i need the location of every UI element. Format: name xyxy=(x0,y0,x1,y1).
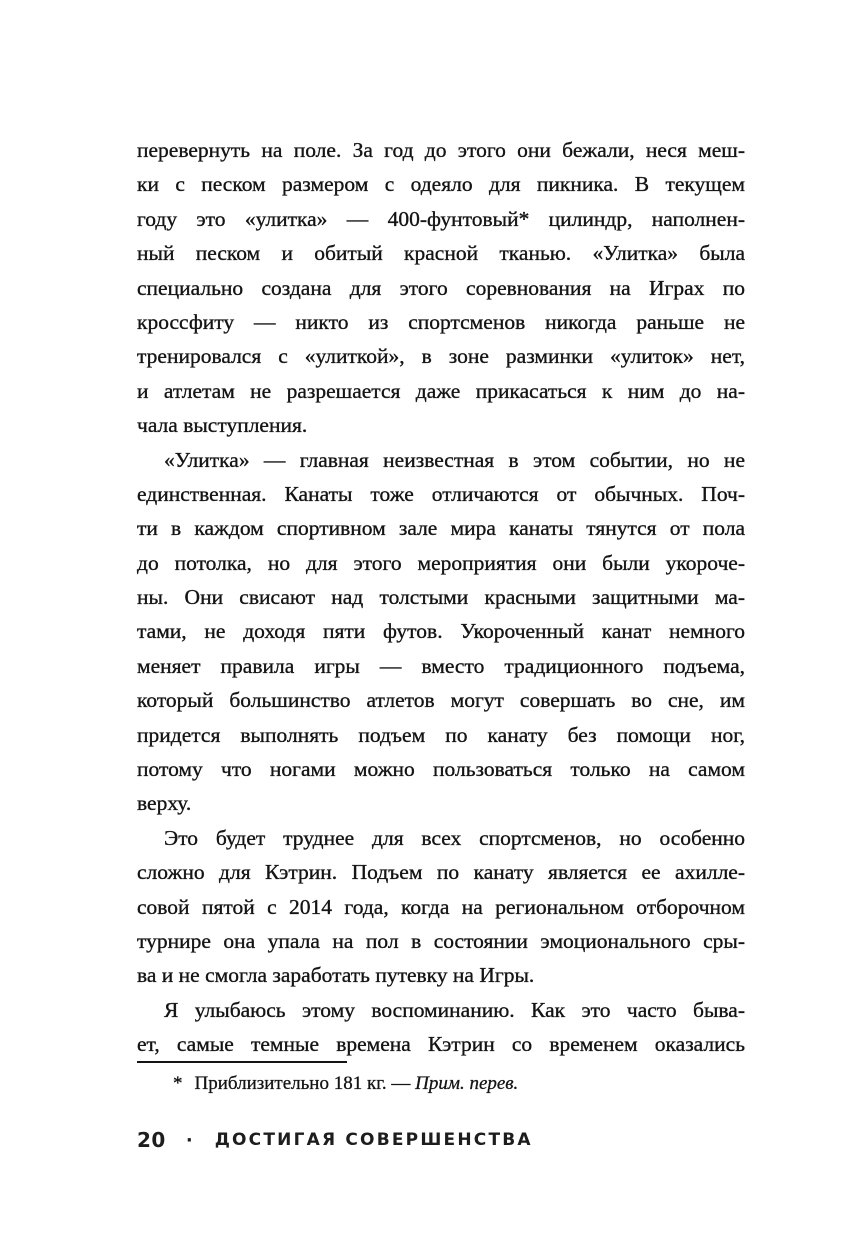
text-line: и атлетам не разрешается даже прикасаться к ним до на- xyxy=(137,378,745,403)
text-line: Это будет труднее для всех спортсменов, но особенно xyxy=(164,825,745,850)
page-number: 20 xyxy=(137,1128,166,1152)
text-line: турнире она упала на пол в состоянии эмоционального сры- xyxy=(137,928,745,953)
text-line: верху. xyxy=(137,791,192,816)
text-line: ва и не смогла заработать путевку на Игры. xyxy=(137,963,535,988)
footnote-divider xyxy=(137,1061,347,1063)
text-line: потому что ногами можно пользоваться только на самом xyxy=(137,757,745,782)
text-line: ти в каждом спортивном зале мира канаты тянутся от пола xyxy=(137,516,745,541)
footnote-translator-note: Прим. перев. xyxy=(415,1073,519,1094)
text-line: году это «улитка» — 400-фунтовый* цилиндр, наполнен- xyxy=(137,206,745,231)
text-line: меняет правила игры — вместо традиционного подъема, xyxy=(137,653,745,678)
footer-separator-dot: · xyxy=(185,1129,193,1151)
text-line: чала выступления. xyxy=(137,413,308,438)
page-footer xyxy=(137,1128,533,1152)
text-line: до потолка, но для этого мероприятия они были укороче- xyxy=(137,550,745,575)
footnote xyxy=(137,1071,745,1097)
text-line: кроссфиту — никто из спортсменов никогда раньше не xyxy=(137,309,745,334)
text-line: единственная. Канаты тоже отличаются от обычных. Поч- xyxy=(137,481,745,506)
text-line: ет, самые темные времена Кэтрин со временем оказались xyxy=(137,1032,745,1057)
text-line: придется выполнять подъем по канату без помощи ног, xyxy=(137,722,745,747)
text-line: «Улитка» — главная неизвестная в этом событии, но не xyxy=(164,447,745,472)
text-line: Я улыбаюсь этому воспоминанию. Как это часто быва- xyxy=(164,997,745,1022)
text-line: специально создана для этого соревнования на Играх по xyxy=(137,275,745,300)
text-line: ный песком и обитый красной тканью. «Улитка» была xyxy=(137,241,745,266)
running-title: ДОСТИГАЯ СОВЕРШЕНСТВА xyxy=(214,1130,533,1150)
text-line: ны. Они свисают над толстыми красными защитными ма- xyxy=(137,585,745,610)
text-line: который большинство атлетов могут совершать во сне, им xyxy=(137,688,745,713)
text-line: перевернуть на поле. За год до этого они бежали, неся меш- xyxy=(137,138,745,162)
text-line: совой пятой с 2014 года, когда на региональном отборочном xyxy=(137,894,745,919)
text-line: сложно для Кэтрин. Подъем по канату является ее ахилле- xyxy=(137,860,745,885)
footnote-marker: * xyxy=(173,1073,183,1094)
text-line: тренировался с «улиткой», в зоне разминки «улиток» нет, xyxy=(137,344,745,369)
footnote-text: Приблизительно 181 кг. — xyxy=(194,1073,416,1094)
text-line: ки с песком размером с одеяло для пикника. В текущем xyxy=(137,172,745,197)
body-text xyxy=(137,133,745,1062)
text-line: тами, не доходя пяти футов. Укороченный канат немного xyxy=(137,619,745,644)
